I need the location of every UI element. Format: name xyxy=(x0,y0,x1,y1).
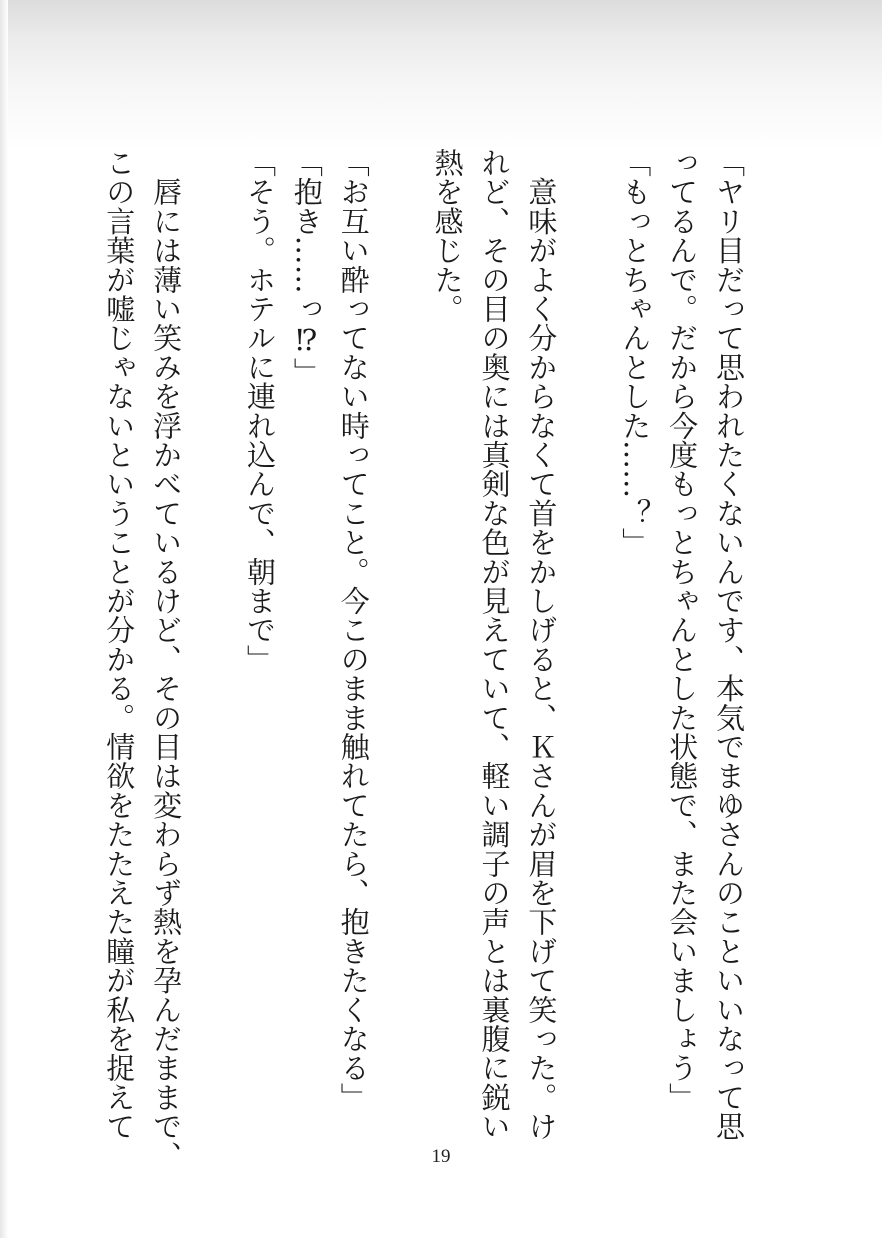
blank-line xyxy=(564,148,611,1088)
page-number: 19 xyxy=(431,1146,451,1167)
blank-line xyxy=(377,148,424,1088)
text-line: 熱を感じた。 xyxy=(430,148,465,324)
text-line: 「抱き……っ⁉」 xyxy=(289,148,324,387)
page-top-shadow xyxy=(0,0,882,150)
page-left-shadow xyxy=(0,0,8,1238)
text-line: 「もっとちゃんとした……？」 xyxy=(618,148,653,557)
text-line: 意味がよく分からなくて首をかしげると、Ｋさんが眉を下げて笑った。け xyxy=(524,148,559,1141)
text-line: 「お互い酔ってない時ってこと。今このまま触れてたら、抱きたくなる」 xyxy=(336,148,371,1112)
text-line: 唇には薄い笑みを浮かべているけど、その目は変わらず熱を孕んだままで、 xyxy=(149,148,184,1170)
text-line: れど、その目の奥には真剣な色が見えていて、軽い調子の声とは裏腹に鋭い xyxy=(477,148,512,1141)
text-line: この言葉が嘘じゃないということが分かる。情欲をたたえた瞳が私を捉えて xyxy=(102,148,137,1141)
blank-line xyxy=(189,148,236,1088)
text-line: 「ヤリ目だって思われたくないんです、本気でまゆさんのこといいなって思 xyxy=(712,148,746,1141)
text-line: 「そう。ホテルに連れ込んで、朝まで」 xyxy=(242,148,277,674)
text-line: ってるんで。だから今度もっとちゃんとした状態で、また会いましょう」 xyxy=(665,148,700,1112)
